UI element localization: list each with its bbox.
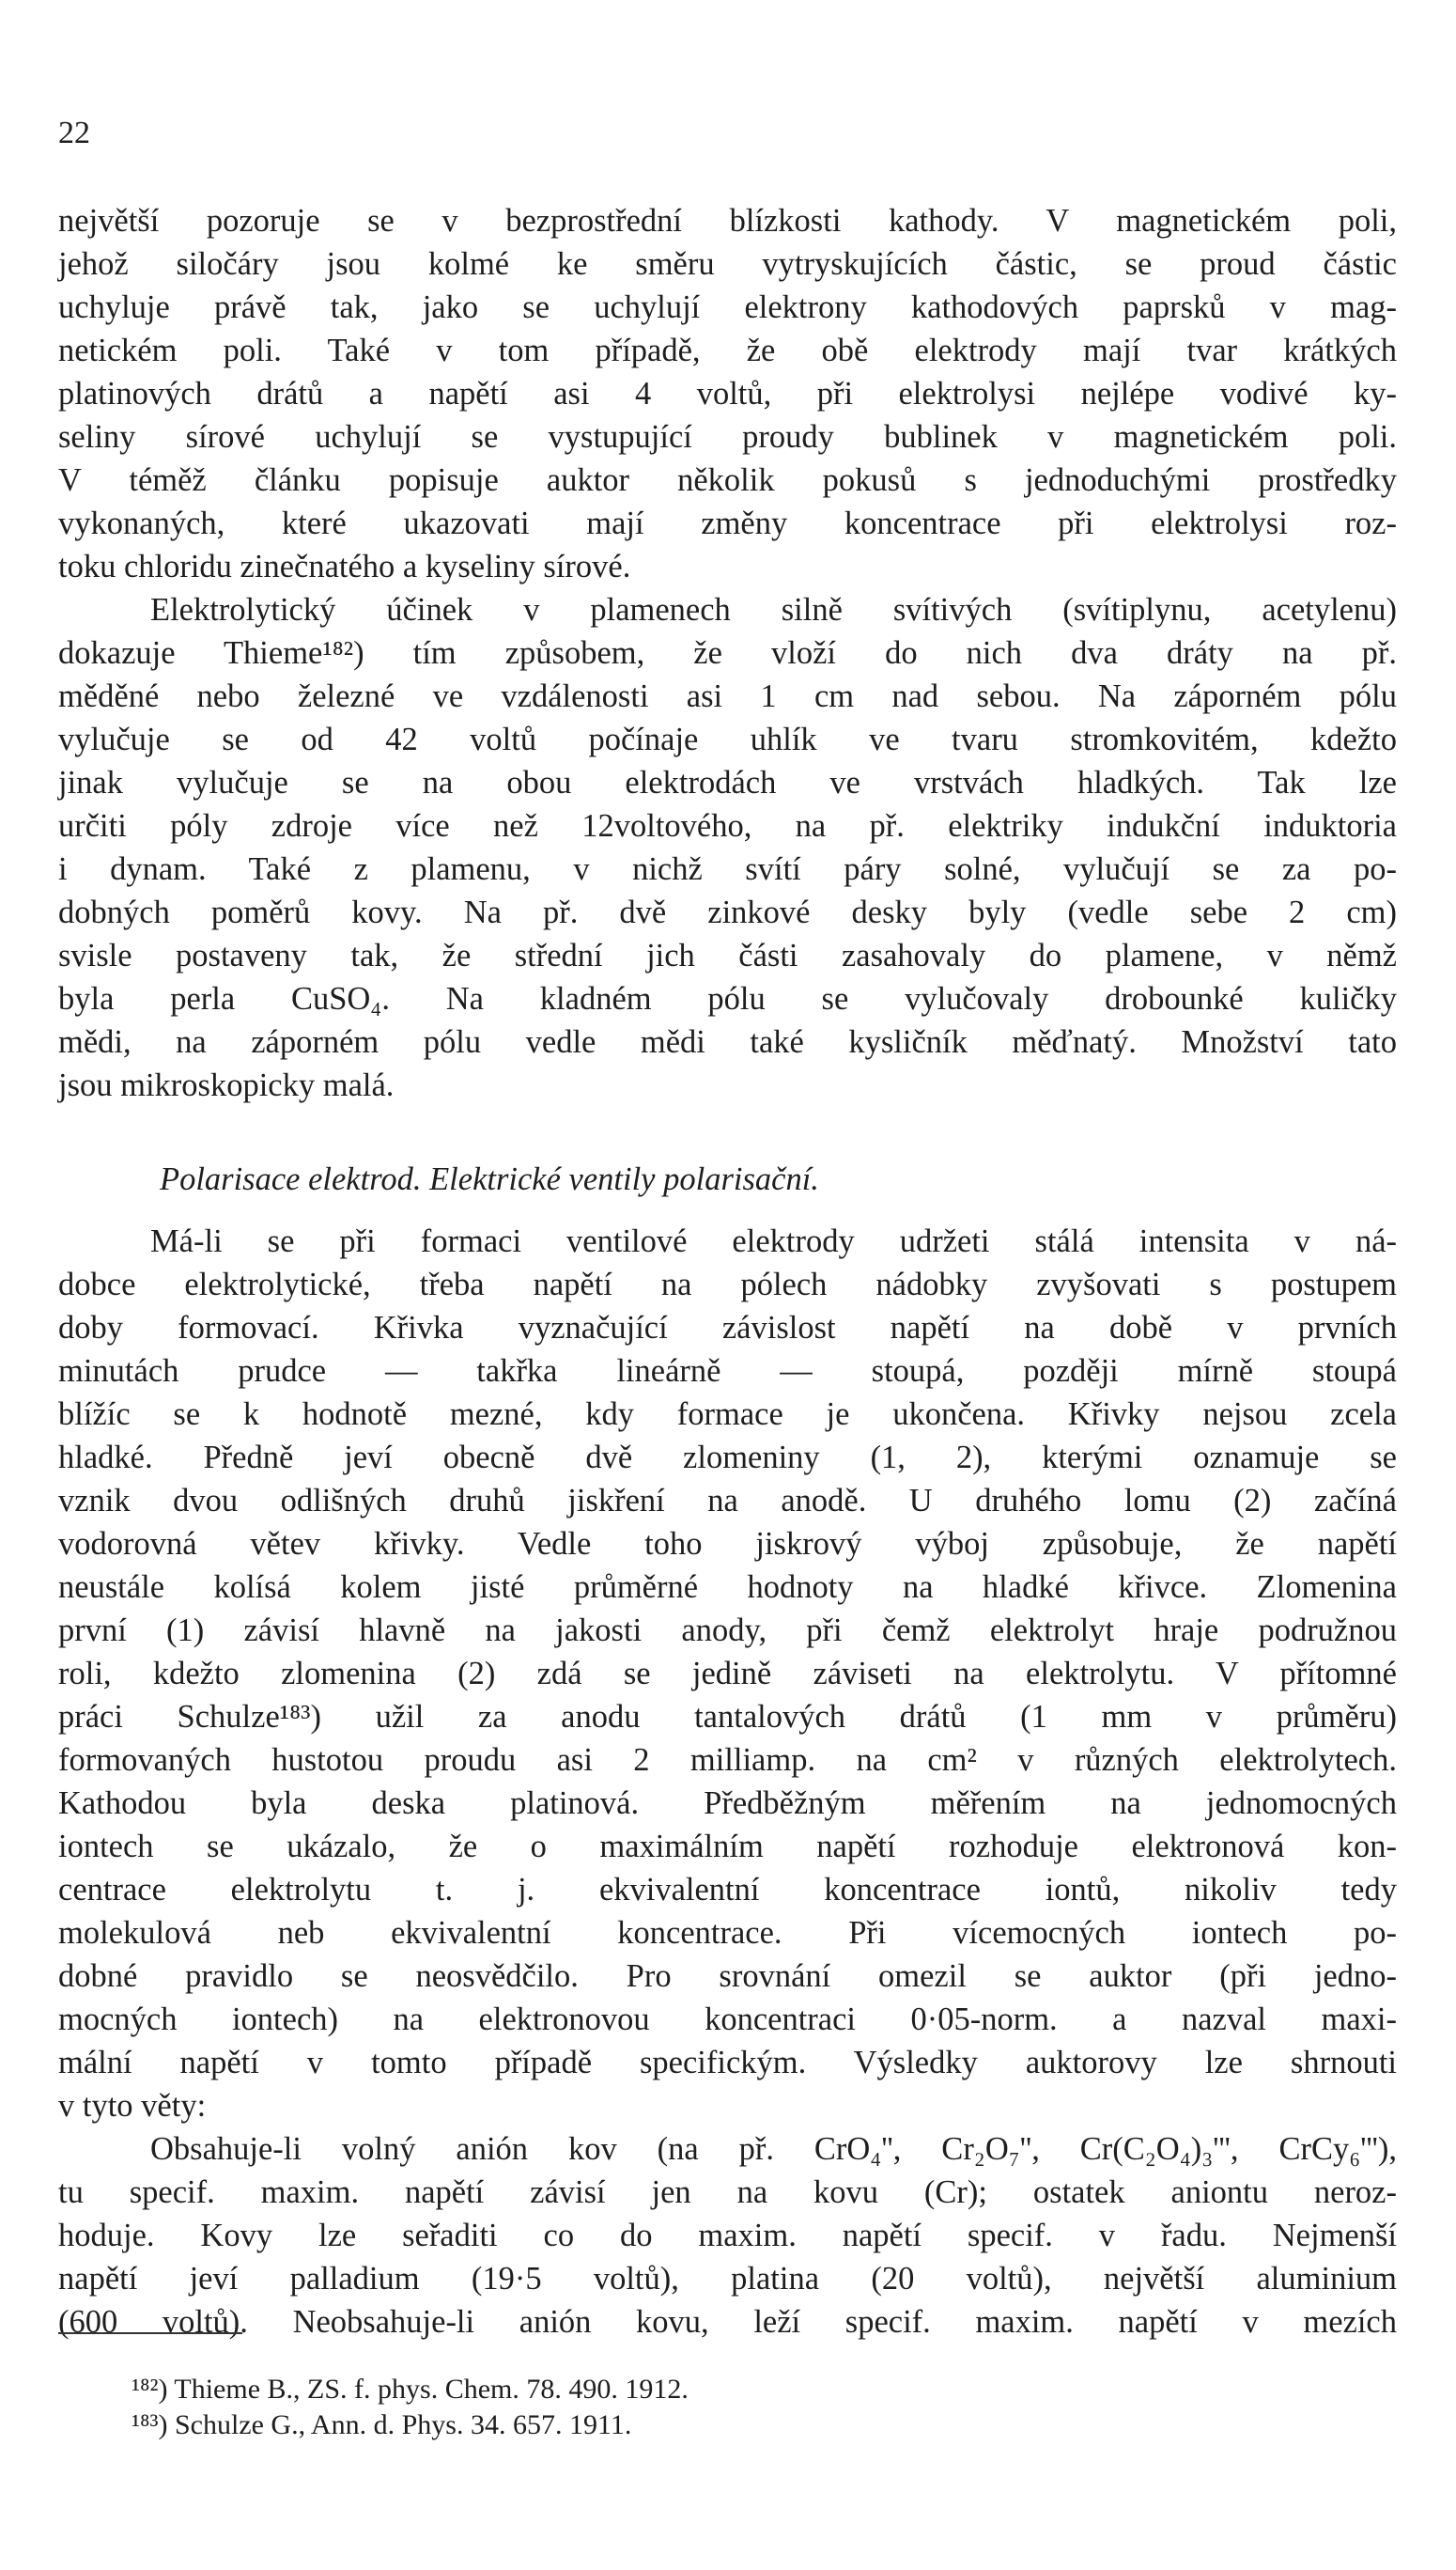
text-line: první (1) závisí hlavně na jakosti anody, při čemž elektrolyt hraje podružnou [58, 1612, 1397, 1648]
text-line: blížíc se k hodnotě mezné, kdy formace je ukončena. Křivky nejsou zcela [58, 1396, 1397, 1432]
text-line: měděné nebo železné ve vzdálenosti asi 1 cm nad sebou. Na záporném pólu [58, 678, 1397, 714]
text-line: platinových drátů a napětí asi 4 voltů, při elektrolysi nejlépe vodivé ky- [58, 376, 1397, 412]
text-line: Elektrolytický účinek v plamenech silně svítivých (svítiplynu, acetylenu) [150, 592, 1397, 628]
text-line: (600 voltů). Neobsahuje-li anión kovu, leží specif. maxim. napětí v mezích [58, 2304, 1397, 2340]
footnote-183: ¹⁸³) Schulze G., Ann. d. Phys. 34. 657. 1911. [132, 2409, 632, 2440]
text-line: netickém poli. Také v tom případě, že obě elektrody mají tvar krátkých [58, 333, 1397, 368]
text-line: toku chloridu zinečnatého a kyseliny sírové. [58, 549, 631, 584]
section-heading: Polarisace elektrod. Elektrické ventily polarisační. [160, 1161, 819, 1197]
text-line: vylučuje se od 42 voltů počínaje uhlík ve tvaru stromkovitém, kdežto [58, 722, 1397, 757]
text-line: jehož siločáry jsou kolmé ke směru vytryskujících částic, se proud částic [58, 246, 1397, 282]
text-line: určiti póly zdroje více než 12voltového, na př. elektriky indukční induktoria [58, 808, 1397, 844]
text-line: byla perla CuSO₄. Na kladném pólu se vylučovaly drobounké kuličky [58, 981, 1397, 1017]
footnote-divider [58, 2332, 242, 2334]
text-line: roli, kdežto zlomenina (2) zdá se jedině záviseti na elektrolytu. V přítomné [58, 1656, 1397, 1691]
text-line: Kathodou byla deska platinová. Předběžným měřením na jednomocných [58, 1785, 1397, 1821]
text-line: dokazuje Thieme¹⁸²) tím způsobem, že vloží do nich dva dráty na př. [58, 635, 1397, 671]
text-line: hoduje. Kovy lze seřaditi co do maxim. napětí specif. v řadu. Nejmenší [58, 2218, 1397, 2253]
text-line: molekulová neb ekvivalentní koncentrace. Při vícemocných iontech po- [58, 1915, 1397, 1951]
text-line: největší pozoruje se v bezprostřední blízkosti kathody. V magnetickém poli, [58, 203, 1397, 239]
text-line: doby formovací. Křivka vyznačující závislost napětí na době v prvních [58, 1310, 1397, 1346]
text-line: iontech se ukázalo, že o maximálním napětí rozhoduje elektronová kon- [58, 1829, 1397, 1864]
text-line: mědi, na záporném pólu vedle mědi také kysličník měďnatý. Množství tato [58, 1024, 1397, 1060]
text-line: jsou mikroskopicky malá. [58, 1067, 395, 1103]
text-line: formovaných hustotou proudu asi 2 milliamp. na cm² v různých elektrolytech. [58, 1742, 1397, 1778]
text-line: jinak vylučuje se na obou elektrodách ve vrstvách hladkých. Tak lze [58, 765, 1397, 801]
text-line: práci Schulze¹⁸³) užil za anodu tantalových drátů (1 mm v průměru) [58, 1699, 1397, 1735]
text-line: hladké. Předně jeví obecně dvě zlomeniny (1, 2), kterými oznamuje se [58, 1440, 1397, 1475]
text-line: seliny sírové uchylují se vystupující proudy bublinek v magnetickém poli. [58, 419, 1397, 455]
text-line: mocných iontech) na elektronovou koncentraci 0·05-norm. a nazval maxi- [58, 2001, 1397, 2037]
text-line: svisle postaveny tak, že střední jich části zasahovaly do plamene, v němž [58, 938, 1397, 973]
footnote-182: ¹⁸²) Thieme B., ZS. f. phys. Chem. 78. 490. 1912. [132, 2374, 689, 2405]
text-line: tu specif. maxim. napětí závisí jen na kovu (Cr); ostatek aniontu neroz- [58, 2174, 1397, 2210]
text-line: Obsahuje-li volný anión kov (na př. CrO₄'', Cr₂O₇'', Cr(C₂O₄)₃''', CrCy₆'''), [150, 2131, 1397, 2167]
text-line: minutách prudce — takřka lineárně — stoupá, později mírně stoupá [58, 1353, 1397, 1389]
text-line: v tyto věty: [58, 2088, 207, 2124]
text-line: vodorovná větev křivky. Vedle toho jiskrový výboj způsobuje, že napětí [58, 1526, 1397, 1562]
text-line: uchyluje právě tak, jako se uchylují elektrony kathodových paprsků v mag- [58, 289, 1397, 325]
text-line: V téměž článku popisuje auktor několik pokusů s jednoduchými prostředky [58, 462, 1397, 498]
text-line: centrace elektrolytu t. j. ekvivalentní koncentrace iontů, nikoliv tedy [58, 1872, 1397, 1908]
text-line: napětí jeví palladium (19·5 voltů), platina (20 voltů), největší aluminium [58, 2261, 1397, 2297]
text-line: dobné pravidlo se neosvědčilo. Pro srovnání omezil se auktor (při jedno- [58, 1958, 1397, 1994]
text-line: neustále kolísá kolem jisté průměrné hodnoty na hladké křivce. Zlomenina [58, 1569, 1397, 1605]
page-number: 22 [58, 116, 90, 150]
text-line: vykonaných, které ukazovati mají změny koncentrace při elektrolysi roz- [58, 506, 1397, 541]
text-line: mální napětí v tomto případě specifickým. Výsledky auktorovy lze shrnouti [58, 2045, 1397, 2080]
text-line: dobce elektrolytické, třeba napětí na pólech nádobky zvyšovati s postupem [58, 1267, 1397, 1302]
text-line: i dynam. Také z plamenu, v nichž svítí páry solné, vylučují se za po- [58, 851, 1397, 887]
text-line: dobných poměrů kovy. Na př. dvě zinkové desky byly (vedle sebe 2 cm) [58, 895, 1397, 930]
text-line: Má-li se při formaci ventilové elektrody udržeti stálá intensita v ná- [150, 1223, 1397, 1259]
text-line: vznik dvou odlišných druhů jiskření na anodě. U druhého lomu (2) začíná [58, 1483, 1397, 1519]
